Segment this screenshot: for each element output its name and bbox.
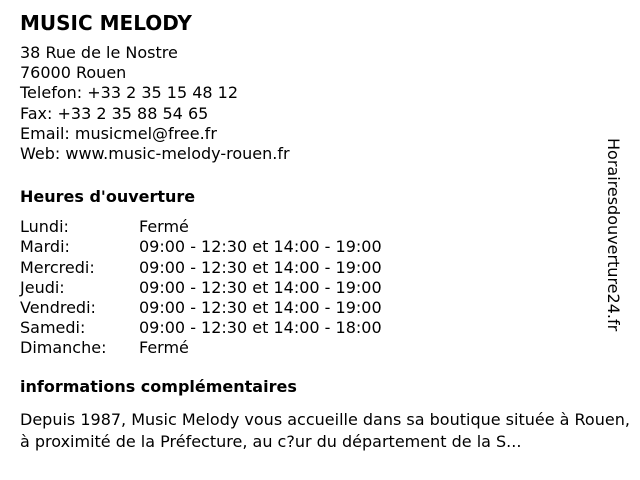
hours-list [20, 217, 620, 358]
hours-row-vendredi [20, 298, 620, 318]
hours-row-dimanche [20, 338, 620, 358]
hours-row-jeudi [20, 278, 620, 298]
hours-row-lundi [20, 217, 620, 237]
email-line: Email: musicmel@free.fr [20, 123, 217, 143]
hours-time: 09:00 - 12:30 et 14:00 - 19:00 [139, 277, 382, 297]
hours-row-mercredi [20, 258, 620, 278]
hours-day: Mardi: [20, 237, 70, 257]
hours-day: Lundi: [20, 217, 69, 237]
hours-time: 09:00 - 12:30 et 14:00 - 19:00 [139, 298, 382, 318]
info-text: Depuis 1987, Music Melody vous accueille dans sa boutique située à Rouen, à proximité de la Préfecture, au c?ur du département de la S... [20, 409, 630, 451]
hours-heading: Heures d'ouverture [20, 187, 196, 207]
fax-line: Fax: +33 2 35 88 54 65 [20, 103, 209, 123]
hours-time: 09:00 - 12:30 et 14:00 - 19:00 [139, 237, 382, 257]
store-card [20, 10, 630, 453]
hours-day: Mercredi: [20, 257, 95, 277]
address-city: 76000 Rouen [20, 63, 127, 83]
hours-time: Fermé [139, 338, 189, 358]
site-watermark: Horairesdouverture24.fr [604, 138, 623, 332]
hours-time: 09:00 - 12:30 et 14:00 - 19:00 [139, 257, 382, 277]
address-street: 38 Rue de le Nostre [20, 43, 178, 62]
hours-day: Jeudi: [20, 277, 65, 297]
contact-block [20, 43, 620, 164]
hours-day: Vendredi: [20, 298, 96, 318]
store-name: MUSIC MELODY [20, 11, 192, 35]
info-heading: informations complémentaires [20, 376, 297, 396]
hours-day: Dimanche: [20, 338, 107, 358]
hours-time: Fermé [139, 217, 189, 237]
phone-line: Telefon: +33 2 35 15 48 12 [20, 83, 239, 103]
hours-row-mardi [20, 237, 620, 257]
hours-time: 09:00 - 12:30 et 14:00 - 18:00 [139, 318, 382, 338]
hours-day: Samedi: [20, 318, 86, 338]
web-line: Web: www.music-melody-rouen.fr [20, 144, 290, 164]
hours-row-samedi [20, 318, 620, 338]
